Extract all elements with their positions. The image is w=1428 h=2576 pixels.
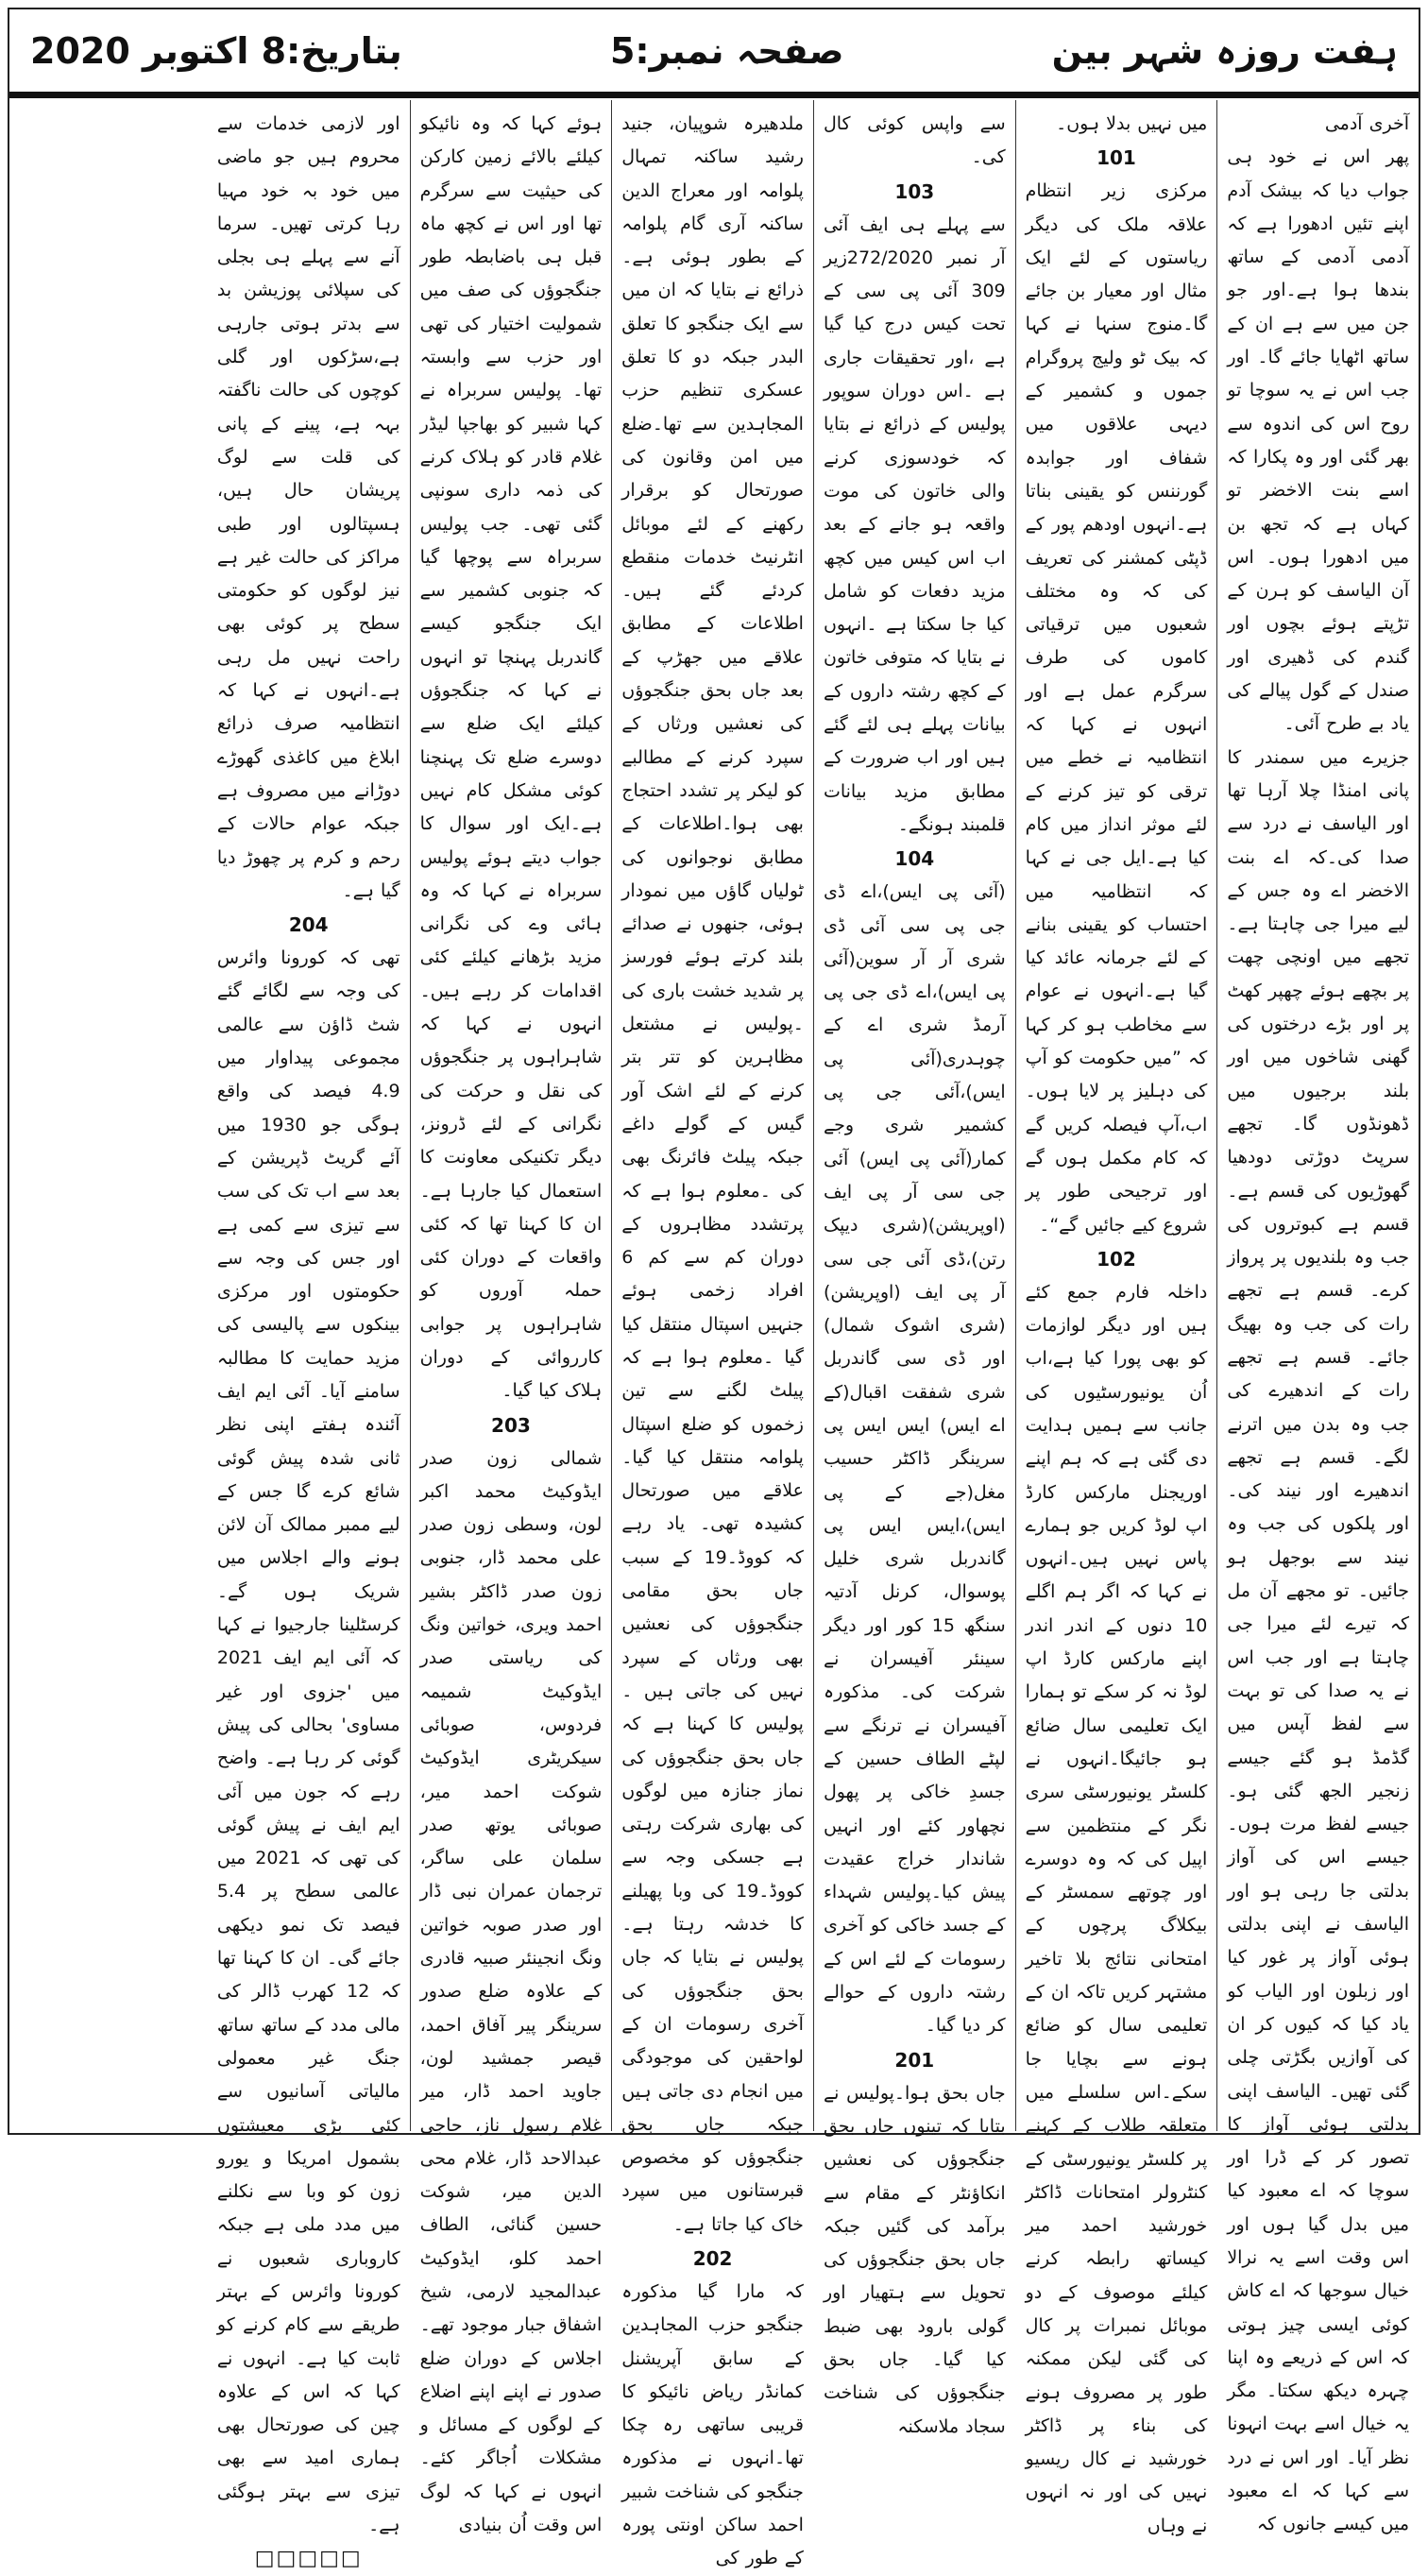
article-paragraph: آخری آدمی	[1324, 113, 1409, 134]
column-4	[611, 100, 813, 2569]
column-6	[208, 100, 410, 2571]
article-columns	[9, 100, 1419, 2571]
end-marker: □□□□□	[254, 2547, 363, 2571]
story-number: 204	[288, 913, 329, 937]
story-number: 202	[692, 2247, 733, 2270]
article-paragraph: ملدھیرہ شوپیان، جنید رشید ساکنہ تمہال پلوامہ اور معراج الدین ساکنہ آری گام پلوامہ کے بطور ہوئی ہے۔ ذرائع نے بتایا کہ ان میں سے ایک جنگجو کا تعلق البدر جبکہ دو کا تعلق عسکری تنظیم حزب المجاہدین سے تھا۔ضلع میں امن وقانون کی صورتحال کو برقرار رکھنے کے لئے موبائل انٹرنیٹ خدمات منقطع کردئے گئے ہیں۔اطلاعات کے مطابق علاقے میں جھڑپ کے بعد جاں بحق جنگجوؤں کی نعشیں ورثاں کے سپرد کرنے کے مطالبے کو لیکر پر تشدد احتجاج بھی ہوا۔اطلاعات کے مطابق نوجوانوں کی ٹولیاں گاؤں میں نمودار ہوئی، جنھوں نے صدائے بلند کرتے ہوئے فورسز پر شدید خشت باری کی ۔پولیس نے مشتعل مظاہرین کو تتر بتر کرنے کے لئے اشک آور گیس کے گولے داغے جبکہ پیلٹ فائرنگ بھی کی ۔معلوم ہوا ہے کہ پرتشدد مظاہروں کے دوران کم سے کم 6 افراد زخمی ہوئے جنہیں اسپتال منتقل کیا گیا ۔معلوم ہوا ہے کہ پیلٹ لگنے سے تین زخموں کو ضلع اسپتال پلوامہ منتقل کیا گیا۔علاقے میں صورتحال کشیدہ تھی۔ یاد رہے کہ کووڈ۔19 کے سبب جاں بحق مقامی جنگجوؤں کی نعشیں بھی ورثاں کے سپرد نہیں کی جاتی ہیں ۔پولیس کا کہنا ہے کہ جاں بحق جنگجوؤں کی نماز جنازہ میں لوگوں کی بھاری شرکت رہتی ہے جسکی وجہ سے کووڈ۔19 کی وبا پھیلنے کا خدشہ رہتا ہے۔ پولیس نے بتایا کہ جاں بحق جنگجوؤں کی آخری رسومات ان کے لواحقین کی موجودگی میں انجام دی جاتی ہیں جبکہ جاں بحق جنگجوؤں کو مخصوص قبرستانوں میں سپرد خاک کیا جاتا ہے۔	[621, 113, 804, 2235]
article-paragraph: جاں بحق ہوا۔پولیس نے بتایا کہ تینوں جاں بحق جنگجوؤں کی نعشیں انکاؤنٹر کے مقام سے برآمد کی گئیں جبکہ جاں بحق جنگجوؤں کی تحویل سے ہتھیار اور گولی بارود بھی ضبط کیا گیا۔ جاں بحق جنگجوؤں کی شناخت سجاد ملاسکنہ	[823, 2082, 1006, 2437]
column-5	[410, 100, 612, 2536]
column-3	[813, 100, 1015, 2437]
article-paragraph: داخلہ فارم جمع کئے ہیں اور دیگر لوازمات کو بھی پورا کیا ہے،اب اُن یونیورسٹیوں کی جانب سے ہمیں ہدایت دی گئی ہے کہ ہم اپنے اوریجنل مارکس کارڈ اپ لوڈ کریں جو ہمارے پاس نہیں ہیں۔انہوں نے کہا کہ اگر ہم اگلے 10 دنوں کے اندر اندر اپنے مارکس کارڈ اپ لوڈ نہ کر سکے تو ہمارا ایک تعلیمی سال ضائع ہو جائیگا۔انہوں نے کلسٹر یونیورسٹی سری نگر کے منتظمین سے اپیل کی کہ وہ دوسرے اور چوتھے سمسٹر کے بیکلاگ پرچوں کے امتحانی نتائج بلا تاخیر مشتہر کریں تاکہ ان کے تعلیمی سال کو ضائع ہونے سے بچایا جا سکے۔اس سلسلے میں متعلقہ طلاب کے کہنے پر کلسٹر یونیورسٹی کے کنٹرولر امتحانات ڈاکٹر خورشید احمد میر کیساتھ رابطہ کرنے کیلئے موصوف کے دو موبائل نمبرات پر کال کی گئی لیکن ممکنہ طور پر مصروف ہونے کی بناء پر ڈاکٹر خورشید نے کال ریسیو نہیں کی اور نہ انہوں نے وہاں	[1025, 1281, 1208, 2536]
article-paragraph: کہ مارا گیا مذکورہ جنگجو حزب المجاہدین کے سابق آپریشنل کمانڈر ریاض نائیکو کا قریبی ساتھی رہ چکا تھا۔انہوں نے مذکورہ جنگجو کی شناخت شبیر احمد ساکن اونتی پورہ کے طور کی	[621, 2281, 804, 2569]
column-1	[1216, 100, 1419, 2535]
article-paragraph: سے واپس کوئی کال کی۔	[823, 113, 1006, 168]
article-paragraph: (آئی پی ایس)،اے ڈی جی پی سی آئی ڈی شری آر آر سوین(آئی پی ایس)،اے ڈی جی پی آرمڈ شری اے کے چوہدری(آئی پی ایس)،آئی جی پی کشمیر شری وجے کمار(آئی پی ایس) آئی جی سی آر پی ایف (اوپریشن)(شری دیپک رتن)،ڈی آئی جی سی آر پی ایف (اوپریشن)(شری اشوک شمال) اور ڈی سی گاندربل شری شفقت اقبال(کے اے ایس) ایس ایس پی سرینگر ڈاکٹر حسیب مغل(جے کے پی ایس)،ایس ایس پی گاندربل شری خلیل پوسوال، کرنل آدتیہ سنگھ 15 کور اور دیگر سینئر آفیسران نے شرکت کی۔ مذکورہ آفیسران نے ترنگے سے لپٹے الطاف حسین کے جسدِ خاکی پر پھول نچھاور کئے اور انہیں شاندار خراج عقیدت پیش کیا۔پولیس شہداء کے جسد خاکی کو آخری رسومات کے لئے اس کے رشتہ داروں کے حوالے کر دیا گیا۔	[823, 881, 1006, 2037]
article-paragraph: میں نہیں بدلا ہوں۔	[1056, 113, 1208, 134]
article-paragraph: تھی کہ کورونا وائرس کی وجہ سے لگائے گئے شٹ ڈاؤن سے عالمی مجموعی پیداوار میں 4.9 فیصد کی واقع ہوگی جو 1930 میں آئے گریٹ ڈپریشن کے بعد سے اب تک کی سب سے تیزی سے کمی ہے اور جس کی وجہ سے حکومتوں اور مرکزی بینکوں سے پالیسی کی مزید حمایت کا مطالبہ سامنے آیا۔ آئی ایم ایف آئندہ ہفتے اپنی نظر ثانی شدہ پیش گوئی شائع کرے گا جس کے لیے ممبر ممالک آن لائن ہونے والے اجلاس میں شریک ہوں گے۔کرسٹلینا جارجیوا نے کہا کہ آئی ایم ایف 2021 میں 'جزوی اور غیر مساوی' بحالی کی پیش گوئی کر رہا ہے۔ واضح رہے کہ جون میں آئی ایم ایف نے پیش گوئی کی تھی کہ 2021 میں عالمی سطح پر 5.4 فیصد تک نمو دیکھی جائے گی۔ ان کا کہنا تھا کہ 12 کھرب ڈالر کی مالی مدد کے ساتھ ساتھ جنگ غیر معمولی مالیاتی آسانیوں سے کئی بڑی معیشتوں بشمول امریکا و یورو زون کو وبا سے نکلنے میں مدد ملی ہے جبکہ کاروباری شعبوں نے کورونا وائرس کے بہتر طریقے سے کام کرنے کو ثابت کیا ہے۔ انہوں نے کہا کہ اس کے علاوہ چین کی صورتحال بھی ہماری امید سے بھی تیزی سے بہتر ہوگئی ہے۔	[216, 947, 400, 2536]
page-number: صفحہ نمبر:5	[609, 29, 844, 72]
story-number: 201	[894, 2048, 935, 2072]
article-paragraph: ہوئے کہا کہ وہ نائیکو کیلئے بالائے زمین کارکن کی حیثیت سے سرگرم تھا اور اس نے کچھ ماہ قبل ہی باضابطہ طور جنگجوؤں کی صف میں شمولیت اختیار کی تھی اور حزب سے وابستہ تھا۔ پولیس سربراہ نے کہا شبیر کو بھاجپا لیڈر غلام قادر کو ہلاک کرنے کی ذمہ داری سونپی گئی تھی۔ جب پولیس سربراہ سے پوچھا گیا کہ جنوبی کشمیر سے ایک جنگجو کیسے گاندربل پہنچا تو انہوں نے کہا کہ جنگجوؤں کیلئے ایک ضلع سے دوسرے ضلع تک پہنچنا کوئی مشکل کام نہیں ہے۔ایک اور سوال کا جواب دیتے ہوئے پولیس سربراہ نے کہا کہ وہ ہائی وے کی نگرانی مزید بڑھانے کیلئے کئی اقدامات کر رہے ہیں۔انہوں نے کہا کہ شاہراہوں پر جنگجوؤں کی نقل و حرکت کی نگرانی کے لئے ڈرونز، دیگر تکنیکی معاونت کا استعمال کیا جارہا ہے۔ ان کا کہنا تھا کہ کئی واقعات کے دوران کئی حملہ آوروں کو شاہراہوں پر جوابی کارروائی کے دوران ہلاک کیا گیا۔	[419, 113, 603, 1402]
article-paragraph: جزیرے میں سمندر کا پانی امنڈا چلا آرہا تھا اور الیاسف نے درد سے صدا کی۔کہ اے بنت الاخضر اے وہ جس کے لیے میرا جی چاہتا ہے۔ تجھے میں اونچی چھت پر بچھے ہوئے چھپر کھٹ پر اور بڑے درختوں کی گھنی شاخوں میں اور بلند برجیوں میں ڈھونڈوں گا۔ تجھے سرپٹ دوڑتی دودھیا گھوڑیوں کی قسم ہے۔ قسم ہے کبوتروں کی جب وہ بلندیوں پر پرواز کرے۔ قسم ہے تجھے رات کی جب وہ بھیگ جائے۔ قسم ہے تجھے رات کے اندھیرے کی جب وہ بدن میں اترنے لگے۔ قسم ہے تجھے اندھیرے اور نیند کی۔ اور پلکوں کی جب وہ نیند سے بوجھل ہو جائیں۔ تو مجھے آن مل کہ تیرے لئے میرا جی چاہتا ہے اور جب اس نے یہ صدا کی تو بہت سے لفظ آپس میں گڈمڈ ہو گئے جیسے زنجیر الجھ گئی ہو۔ جیسے لفظ مرت ہوں۔ جیسے اس کی آواز بدلتی جا رہی ہو اور الیاسف نے اپنی بدلتی ہوئی آواز پر غور کیا اور زبلون اور الیاب کو یاد کیا کہ کیوں کر ان کی آوازیں بگڑتی چلی گئی تھیں۔ الیاسف اپنی بدلتی ہوئی آواز کا تصور کر کے ڈرا اور سوچا کہ اے معبود کیا میں بدل گیا ہوں اور اس وقت اسے یہ نرالا خیال سوجھا کہ اے کاش کوئی ایسی چیز ہوتی کہ اس کے ذریعے وہ اپنا چہرہ دیکھ سکتا۔ مگر یہ خیال اسے بہت انہونا نظر آیا۔ اور اس نے درد سے کہا کہ اے معبود میں کیسے جانوں کہ	[1227, 746, 1409, 2535]
story-number: 101	[1096, 146, 1136, 170]
article-paragraph: مرکزی زیر انتظام علاقہ ملک کی دیگر ریاستوں کے لئے ایک مثال اور معیار بن جائے گا۔منوج سنہا نے کہا کہ بیک ٹو ولیج پروگرام جموں و کشمیر کے دیہی علاقوں میں شفاف اور جوابدہ گورننس کو یقینی بناتا ہے۔انہوں اودھم پور کے ڈپٹی کمشنر کی تعریف کی کہ وہ مختلف شعبوں میں ترقیاتی کاموں کی طرف سرگرم عمل ہے اور انہوں نے کہا کہ انتظامیہ نے خطے میں ترقی کو تیز کرنے کے لئے موثر انداز میں کام کیا ہے۔ایل جی نے کہا کہ انتظامیہ میں احتساب کو یقینی بنانے کے لئے جرمانہ عائد کیا گیا ہے۔انہوں نے عوام سے مخاطب ہو کر کہا کہ ”میں حکومت کو آپ کی دہلیز پر لایا ہوں۔اب،آپ فیصلہ کریں گے کہ کام مکمل ہوں گے اور ترجیحی طور پر شروع کیے جائیں گے“۔	[1025, 180, 1208, 1236]
article-paragraph: سے پہلے ہی ایف آئی آر نمبر 272/2020زیر 309 آئی پی سی کے تحت کیس درج کیا گیا ہے ،اور تحقیقات جاری ہے ۔اس دوران سوپور پولیس کے ذرائع نے بتایا کہ خودسوزی کرنے والی خاتون کی موت واقعہ ہو جانے کے بعد اب اس کیس میں کچھ مزید دفعات کو شامل کیا جا سکتا ہے ۔انہوں نے بتایا کہ متوفی خاتون کے کچھ رشتہ داروں کے بیانات پہلے ہی لئے گئے ہیں اور اب ضرورت کے مطابق مزید بیانات قلمبند ہونگے۔	[823, 213, 1006, 835]
masthead	[9, 9, 1419, 94]
issue-date: بتاریخ:8 اکتوبر 2020	[30, 29, 402, 72]
story-number: 103	[894, 179, 935, 203]
story-number: 104	[894, 847, 935, 871]
story-number: 102	[1096, 1247, 1136, 1271]
article-paragraph: شمالی زون صدر ایڈوکیٹ محمد اکبر لون، وسطی زون صدر علی محمد ڈار، جنوبی زون صدر ڈاکٹر بشیر احمد ویری، خواتین ونگ کی ریاستی صدر ایڈوکیٹ شمیمہ فردوس، صوبائی سیکریٹری ایڈوکیٹ شوکت احمد میر، صوبائی یوتھ صدر سلمان علی ساگر، ترجمان عمران نبی ڈار اور صدر صوبہ خواتین ونگ انجینئر صبیہ قادری کے علاوہ ضلع صدور سرینگر پیر آفاق احمد، قیصر جمشید لون، جاوید احمد ڈار، میر غلام رسول ناز، حاجی عبدالاحد ڈار، غلام محی الدین میر، شوکت حسین گنائی، الطاف احمد کلو، ایڈوکیٹ عبدالمجید لارمی، شیخ اشفاق جبار موجود تھے۔ اجلاس کے دوران ضلع صدور نے اپنے اپنے اضلاع کے لوگوں کے مسائل و مشکلات اُجاگر کئے۔ انہوں نے کہا کہ لوگ اس وقت اُن بنیادی	[419, 1447, 603, 2536]
newspaper-page	[8, 8, 1420, 2571]
publication-title: ہفت روزہ شہر بین	[1051, 29, 1398, 72]
article-paragraph: اور لازمی خدمات سے محروم ہیں جو ماضی میں خود بہ خود مہیا رہا کرتی تھیں۔ سرما آنے سے پہلے ہی بجلی کی سپلائی پوزیشن بد سے بدتر ہوتی جارہی ہے،سڑکوں اور گلی کوچوں کی حالت ناگفتہ بہہ ہے، پینے کے پانی کی قلت سے لوگ پریشان حال ہیں، ہسپتالوں اور طبی مراکز کی حالت غیر ہے نیز لوگوں کو حکومتی سطح پر کوئی بھی راحت نہیں مل رہی ہے۔انہوں نے کہا کہ انتظامیہ صرف ذرائع ابلاغ میں کاغذی گھوڑے دوڑانے میں مصروف ہے جبکہ عوام حالات کے رحم و کرم پر چھوڑ دیا گیا ہے۔	[216, 113, 400, 901]
story-number: 203	[491, 1413, 531, 1437]
masthead-rule	[9, 94, 1419, 98]
column-2	[1015, 100, 1217, 2536]
article-paragraph: پھر اس نے خود ہی جواب دیا کہ بیشک آدم اپنے تئیں ادھورا ہے کہ آدمی آدمی کے ساتھ بندھا ہوا ہے۔اور جو جن میں سے ہے ان کے ساتھ اٹھایا جائے گا۔ اور جب اس نے یہ سوچا تو روح اس کی اندوہ سے بھر گئی اور وہ پکارا کہ اسے بنت الاخضر تو کہاں ہے کہ تجھ بن میں ادھورا ہوں۔ اس آن الیاسف کو ہرن کے تڑپتے ہوئے بچوں اور گندم کی ڈھیری اور صندل کے گول پیالے کی یاد بے طرح آئی۔	[1227, 146, 1409, 735]
